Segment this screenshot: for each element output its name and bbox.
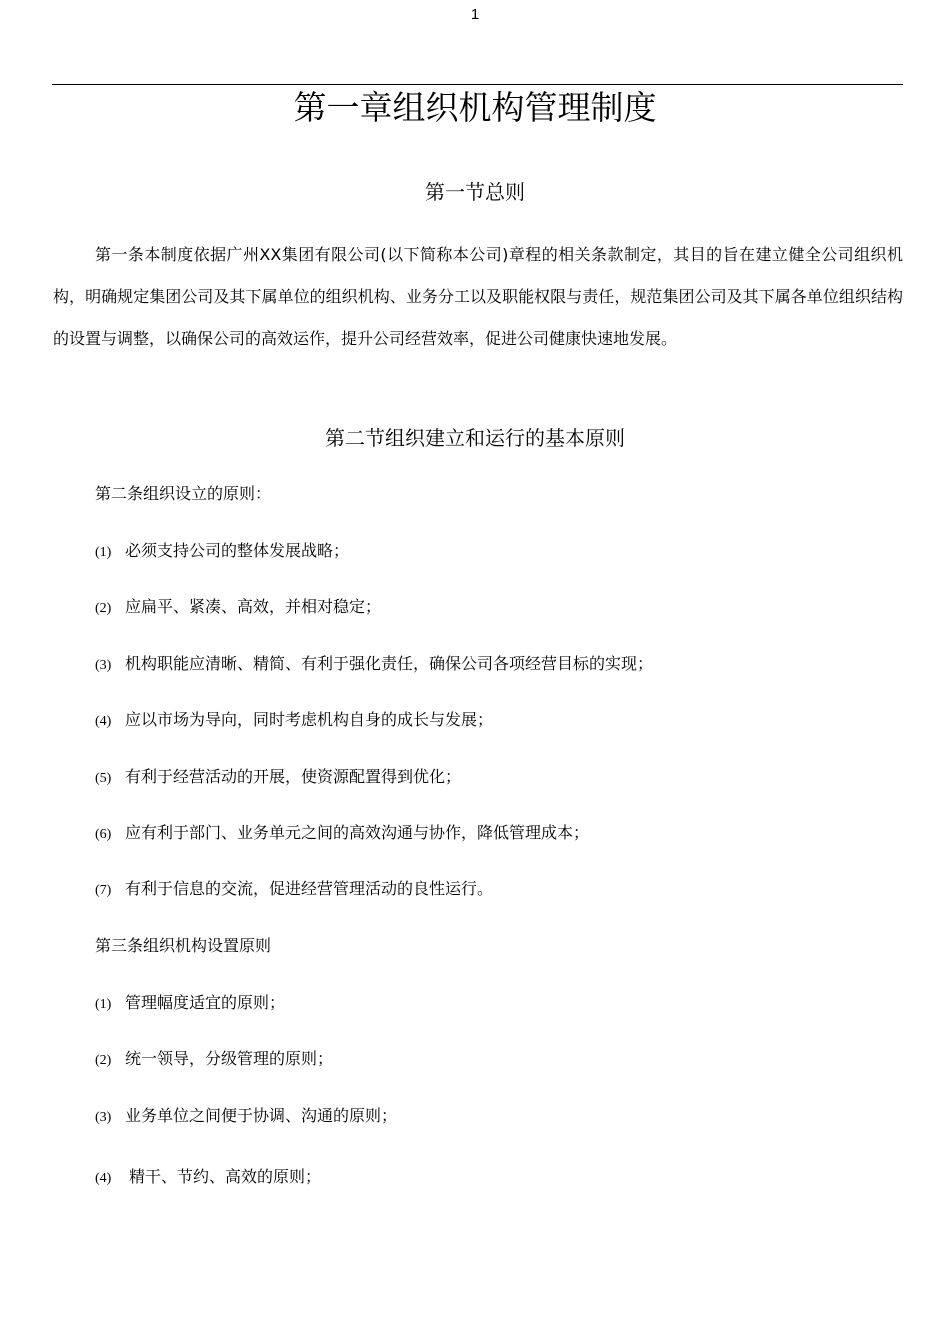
list-item-text: 应以市场为导向，同时考虑机构自身的成长与发展； [125, 710, 494, 729]
list-number: (1) [95, 545, 112, 560]
article-3-heading: 第三条组织机构设置原则 [95, 936, 272, 955]
list-item-text: 精干、节约、高效的原则； [129, 1167, 322, 1186]
list-number: (3) [95, 1110, 112, 1125]
list-item-text: 有利于经营活动的开展，使资源配置得到优化； [125, 767, 462, 786]
page-number: 1 [470, 6, 480, 23]
list-item [95, 821, 589, 847]
list-number: (2) [95, 1053, 112, 1068]
header-rule [52, 84, 903, 85]
list-item-text: 管理幅度适宜的原则； [125, 993, 286, 1012]
list-item-text: 统一领导，分级管理的原则； [125, 1049, 334, 1068]
chapter-title: 第一章组织机构管理制度 [293, 88, 657, 127]
list-item [95, 877, 493, 903]
list-number: (1) [95, 997, 112, 1012]
list-number: (7) [95, 883, 112, 898]
list-number: (4) [95, 1171, 112, 1186]
list-item [95, 1047, 333, 1073]
list-item [95, 652, 653, 678]
article-1-paragraph: 第一条本制度依据广州XX集团有限公司(以下简称本公司)章程的相关条款制定，其目的旨在建立健全公司组织机构，明确规定集团公司及其下属单位的组织机构、业务分工以及职能权限与责任，规范集团公司及其下属各单位组织结构的设置与调整，以确保公司的高效运作，提升公司经营效率，促进公司健康快速地发展。 [53, 245, 903, 348]
list-item-text: 业务单位之间便于协调、沟通的原则； [125, 1106, 398, 1125]
list-item [95, 595, 381, 621]
list-number: (2) [95, 601, 112, 616]
list-item-text: 有利于信息的交流，促进经营管理活动的良性运行。 [125, 879, 494, 898]
list-number: (6) [95, 827, 112, 842]
list-item [95, 991, 285, 1017]
section-title-general: 第一节总则 [425, 180, 525, 204]
list-number: (3) [95, 658, 112, 673]
list-item [95, 1165, 321, 1191]
section-title-principles: 第二节组织建立和运行的基本原则 [325, 426, 625, 450]
list-number: (5) [95, 771, 112, 786]
list-item-text: 应有利于部门、业务单元之间的高效沟通与协作，降低管理成本； [125, 823, 590, 842]
list-item [95, 708, 493, 734]
list-item [95, 539, 349, 565]
list-item [95, 1104, 397, 1130]
list-item-text: 必须支持公司的整体发展战略； [125, 541, 350, 560]
article-2-heading: 第二条组织设立的原则： [95, 484, 272, 503]
list-item-text: 应扁平、紧凑、高效，并相对稳定； [125, 597, 382, 616]
list-number: (4) [95, 714, 112, 729]
list-item [95, 765, 461, 791]
list-item-text: 机构职能应清晰、精简、有利于强化责任，确保公司各项经营目标的实现； [125, 654, 654, 673]
